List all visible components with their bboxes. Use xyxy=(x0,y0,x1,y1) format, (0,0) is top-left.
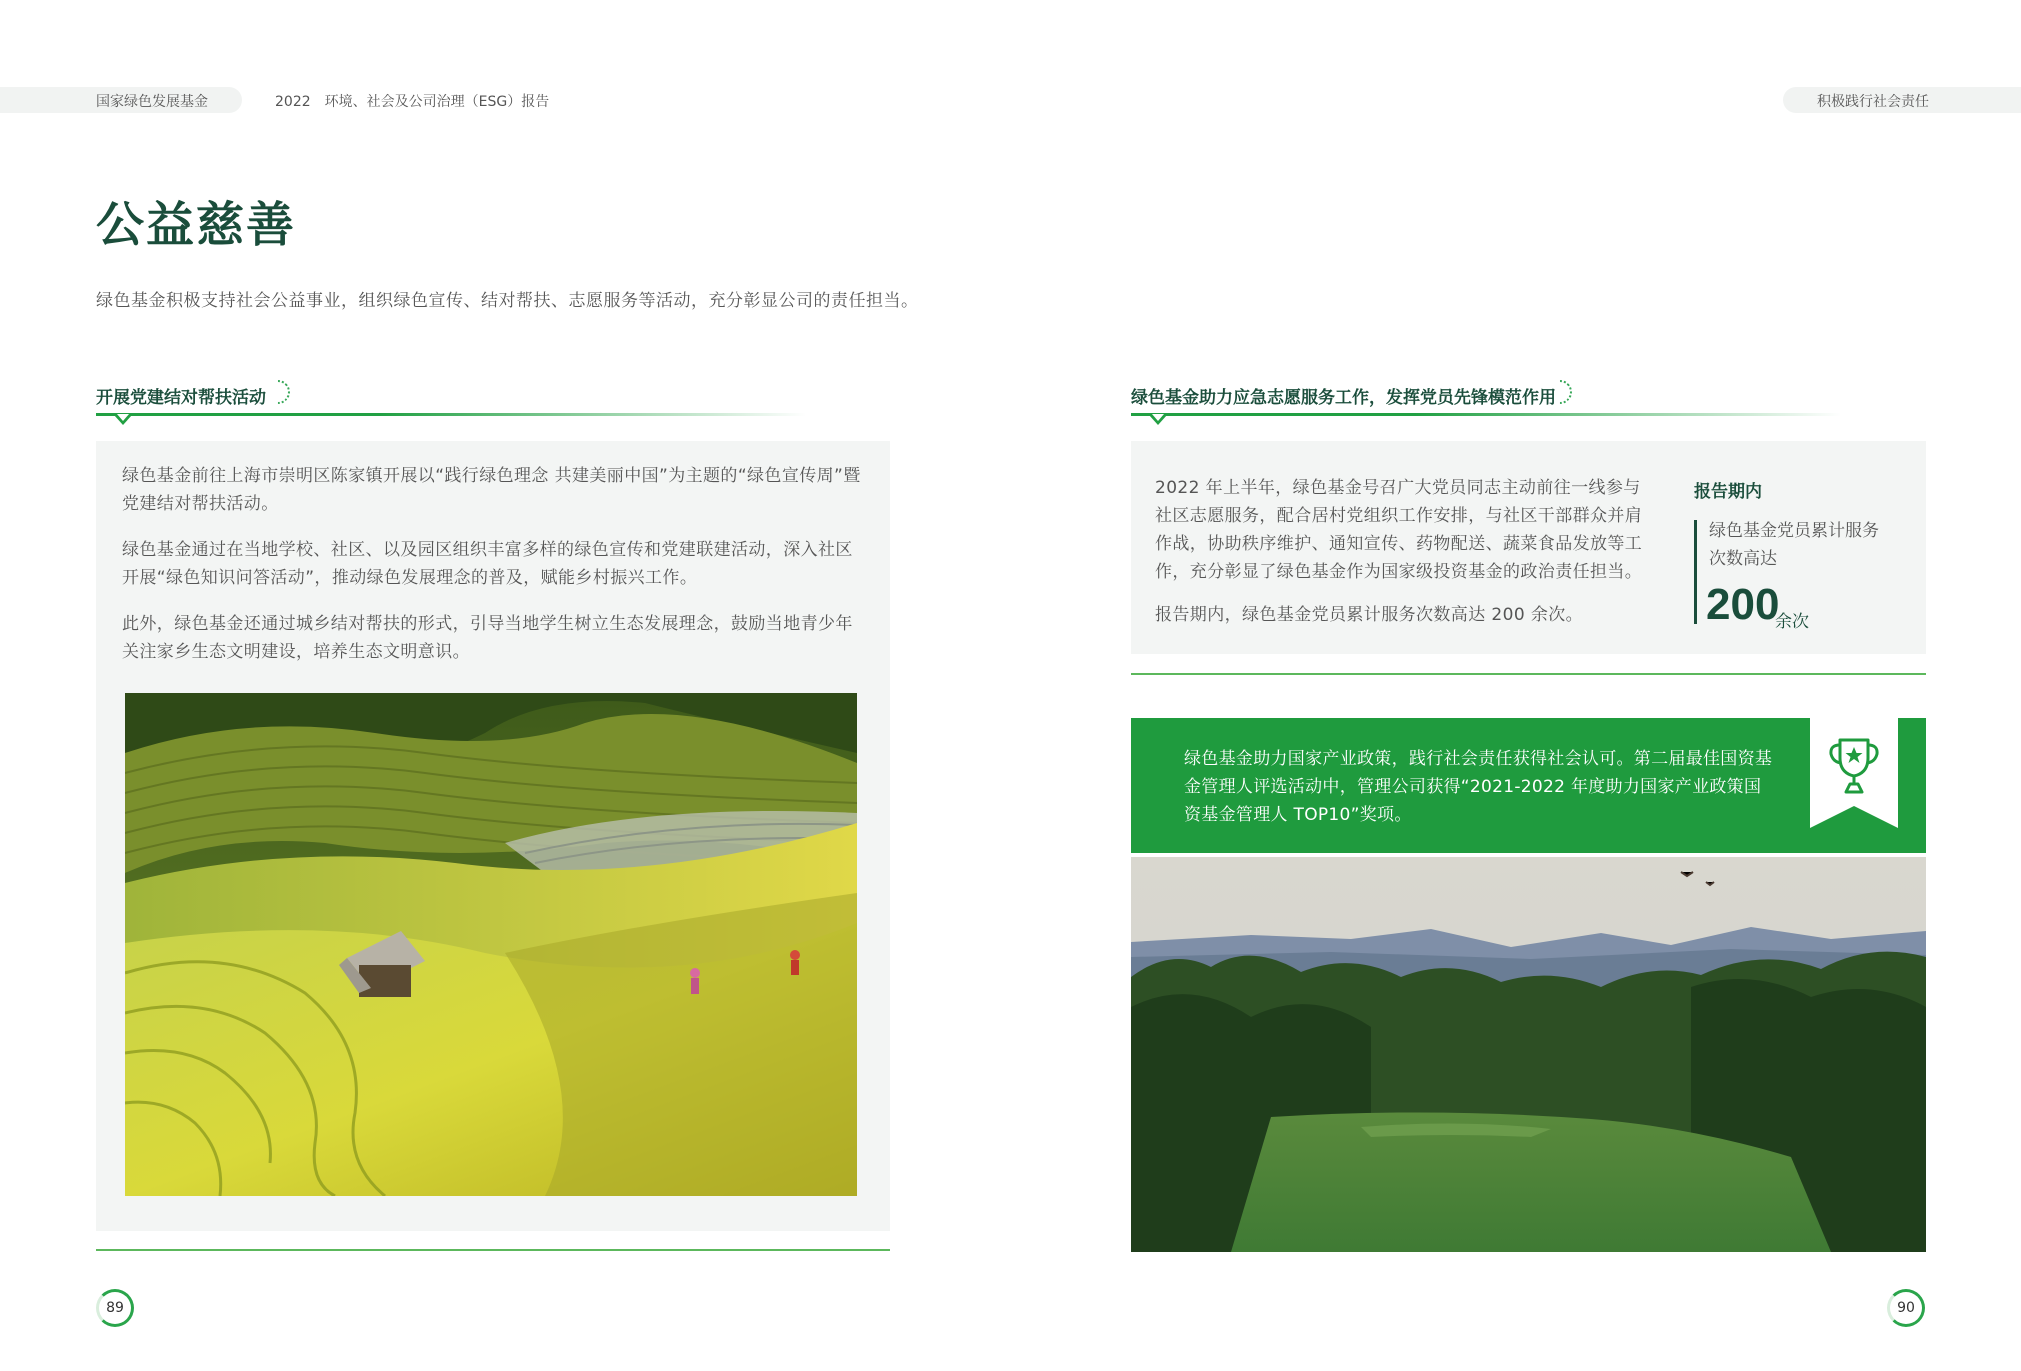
right-paragraph-1: 2022 年上半年，绿色基金号召广大党员同志主动前往一线参与社区志愿服务，配合居村党组织工作安排，与社区干部群众并肩作战，协助秩序维护、通知宣传、药物配送、蔬菜食品发放等工作，充分彰显了绿色基金作为国家级投资基金的政治责任担当。 xyxy=(1155,478,1643,582)
left-heading-underline xyxy=(96,413,806,416)
right-mid-rule xyxy=(1131,673,1926,675)
trophy-star-icon xyxy=(1810,718,1898,828)
left-paragraph-2: 绿色基金通过在当地学校、社区、以及园区组织丰富多样的绿色宣传和党建联建活动，深入社区开展“绿色知识问答活动”，推动绿色发展理念的普及，赋能乡村振兴工作。 xyxy=(122,540,853,588)
page-title: 公益慈善 xyxy=(96,197,297,253)
stat-unit: 余次 xyxy=(1775,612,1809,632)
left-heading-notch-inner xyxy=(117,414,129,421)
left-section-heading: 开展党建结对帮扶活动 xyxy=(96,388,266,408)
right-heading-notch-inner xyxy=(1152,414,1164,421)
header-chapter-name: 积极践行社会责任 xyxy=(1817,94,1929,110)
header-org-name: 国家绿色发展基金 xyxy=(96,94,208,110)
stat-label: 报告期内 xyxy=(1694,482,1762,502)
right-heading-underline xyxy=(1131,413,1841,416)
stat-description: 绿色基金党员累计服务次数高达 xyxy=(1709,521,1879,569)
award-text: 绿色基金助力国家产业政策，践行社会责任获得社会认可。第二届最佳国资基金管理人评选活动中，管理公司获得“2021-2022 年度助力国家产业政策国资基金管理人 TOP10”奖项。 xyxy=(1184,749,1773,825)
rice-terrace-image xyxy=(125,693,857,1196)
forest-landscape-image xyxy=(1131,857,1926,1252)
left-paragraph-3: 此外，绿色基金还通过城乡结对帮扶的形式，引导当地学生树立生态发展理念，鼓励当地青少年关注家乡生态文明建设，培养生态文明意识。 xyxy=(122,614,853,662)
header-report-title: 2022 环境、社会及公司治理（ESG）报告 xyxy=(275,94,550,110)
stat-value: 200 xyxy=(1706,580,1780,629)
intro-text: 绿色基金积极支持社会公益事业，组织绿色宣传、结对帮扶、志愿服务等活动，充分彰显公司的责任担当。 xyxy=(96,291,919,311)
page-number-right: 90 xyxy=(1887,1289,1925,1327)
left-bottom-rule xyxy=(96,1249,890,1251)
right-section-heading: 绿色基金助力应急志愿服务工作，发挥党员先锋模范作用 xyxy=(1131,388,1556,408)
heading-dots-icon xyxy=(261,375,295,409)
right-paragraph-2: 报告期内，绿色基金党员累计服务次数高达 200 余次。 xyxy=(1155,605,1584,625)
page-number-left: 89 xyxy=(96,1289,134,1327)
left-paragraph-1: 绿色基金前往上海市崇明区陈家镇开展以“践行绿色理念 共建美丽中国”为主题的“绿色宣传周”暨党建结对帮扶活动。 xyxy=(122,466,861,514)
stat-divider xyxy=(1694,520,1697,624)
